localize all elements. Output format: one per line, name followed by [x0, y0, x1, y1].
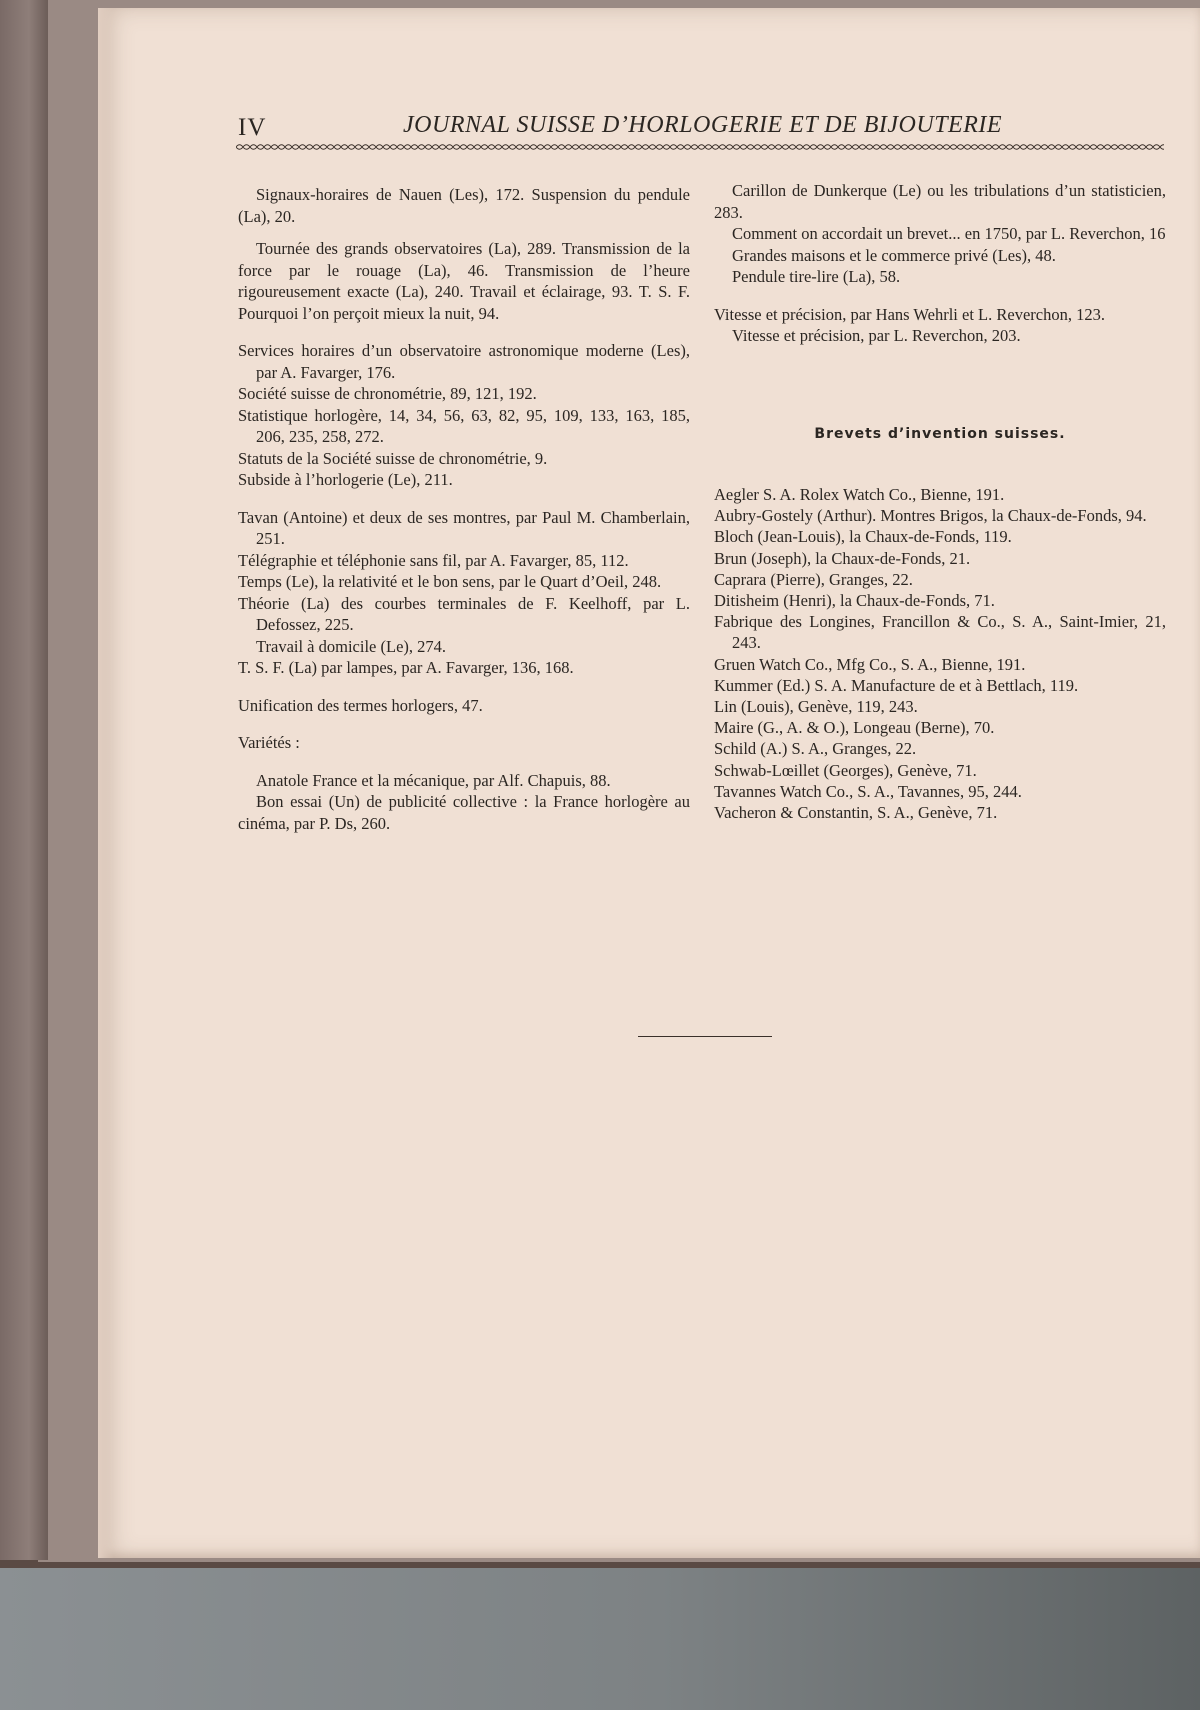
index-entry: Tournée des grands observatoires (La), 289. Transmission de la force par le rouage (La), 46. Transmission de l’heure rigoureusement exacte (La), 240. Travail et éclairage, 93. T. S. F. Pourquoi l’on perçoit mieux la nuit, 94.: [238, 239, 690, 323]
journal-title: JOURNAL SUISSE D’HORLOGERIE ET DE BIJOUTERIE: [403, 112, 1003, 138]
index-entry: Société suisse de chronométrie, 89, 121, 192.: [238, 384, 537, 403]
index-entry: Travail à domicile (Le), 274.: [256, 636, 447, 656]
brevet-entry: Aegler S. A. Rolex Watch Co., Bienne, 191.: [714, 485, 1005, 504]
index-entry: Pendule tire-lire (La), 58.: [732, 267, 901, 286]
index-entry: Carillon de Dunkerque (Le) ou les tribulations d’un statisticien, 283.: [714, 181, 1166, 222]
page-number: IV: [238, 114, 267, 141]
left-column: [238, 184, 690, 834]
index-entry: Services horaires d’un observatoire astronomique moderne (Les), par A. Favarger, 176.: [238, 341, 690, 382]
index-entry: Statuts de la Société suisse de chronométrie, 9.: [238, 448, 548, 468]
brevet-entry: Tavannes Watch Co., S. A., Tavannes, 95, 244.: [714, 781, 1022, 801]
brevet-entry: Schwab-Lœillet (Georges), Genève, 71.: [714, 760, 977, 780]
right-column: [714, 180, 1166, 347]
index-entry: Tavan (Antoine) et deux de ses montres, par Paul M. Chamberlain, 251.: [238, 507, 690, 548]
index-entry: Signaux-horaires de Nauen (Les), 172. Suspension du pendule (La), 20.: [238, 185, 690, 226]
index-entry: Grandes maisons et le commerce privé (Les), 48.: [732, 245, 1056, 265]
book-spine: [0, 0, 48, 1560]
index-entry: Vitesse et précision, par L. Reverchon, 203.: [732, 326, 1021, 345]
brevets-heading: Brevets d’invention suisses.: [814, 426, 1066, 442]
brevet-entry: Maire (G., A. & O.), Longeau (Berne), 70.: [714, 718, 995, 738]
index-entry: Temps (Le), la relativité et le bon sens, par le Quart d’Oeil, 248.: [238, 572, 662, 591]
page-gutter-shadow: [98, 8, 114, 1558]
brevet-entry: Caprara (Pierre), Granges, 22.: [714, 569, 913, 589]
brevet-entry: Ditisheim (Henri), la Chaux-de-Fonds, 71.: [714, 591, 995, 611]
brevet-entry: Bloch (Jean-Louis), la Chaux-de-Fonds, 119.: [714, 527, 1012, 547]
index-entry: Théorie (La) des courbes terminales de F. Keelhoff, par L. Defossez, 225.: [238, 593, 690, 634]
brevet-entry: Vacheron & Constantin, S. A., Genève, 71.: [714, 803, 998, 823]
brevet-entry: Gruen Watch Co., Mfg Co., S. A., Bienne, 191.: [714, 654, 1026, 674]
brevets-list: [714, 484, 1166, 823]
index-entry: Anatole France et la mécanique, par Alf. Chapuis, 88.: [256, 770, 611, 790]
brevet-entry: Kummer (Ed.) S. A. Manufacture de et à Bettlach, 119.: [714, 675, 1079, 695]
brevet-entry: Aubry-Gostely (Arthur). Montres Brigos, la Chaux-de-Fonds, 94.: [714, 506, 1147, 526]
index-entry: Unification des termes horlogers, 47.: [238, 695, 483, 715]
end-rule: [638, 1036, 772, 1037]
brevet-entry: Brun (Joseph), la Chaux-de-Fonds, 21.: [714, 548, 971, 568]
index-entry: Bon essai (Un) de publicité collective : la France horlogère au cinéma, par P. Ds, 260.: [238, 792, 690, 833]
index-entry: Statistique horlogère, 14, 34, 56, 63, 82, 95, 109, 133, 163, 185, 206, 235, 258, 272.: [238, 405, 690, 446]
brevet-entry: Schild (A.) S. A., Granges, 22.: [714, 739, 917, 759]
section-label: Variétés :: [238, 733, 300, 752]
index-entry: Comment on accordait un brevet... en 1750, par L. Reverchon, 16: [732, 224, 1166, 243]
index-entry: Subside à l’horlogerie (Le), 211.: [238, 470, 453, 489]
index-entry: T. S. F. (La) par lampes, par A. Favarger, 136, 168.: [238, 658, 574, 677]
ornamental-rule: [236, 142, 1164, 152]
brevet-entry: Lin (Louis), Genève, 119, 243.: [714, 697, 918, 717]
brevet-entry: Fabrique des Longines, Francillon & Co., S. A., Saint-Imier, 21, 243.: [714, 612, 1166, 653]
index-entry: Télégraphie et téléphonie sans fil, par A. Favarger, 85, 112.: [238, 550, 629, 570]
scanner-bed: [0, 1568, 1200, 1710]
index-entry: Vitesse et précision, par Hans Wehrli et L. Reverchon, 123.: [714, 304, 1105, 324]
